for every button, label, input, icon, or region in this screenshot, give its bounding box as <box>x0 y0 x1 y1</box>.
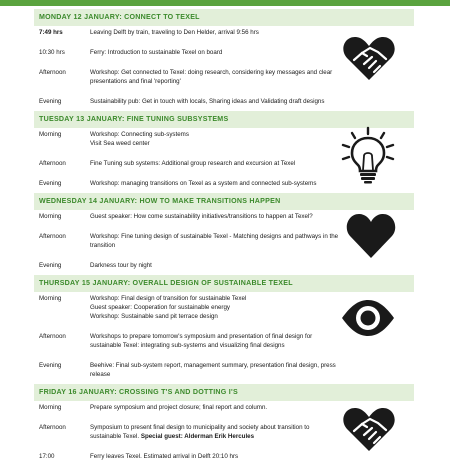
row-desc-line: Workshop: Connecting sub-systems <box>90 131 189 138</box>
day-body-monday <box>34 26 414 108</box>
row-time: Evening <box>39 98 62 105</box>
special-guest: Special guest: Alderman Erik Hercules <box>140 433 255 440</box>
row-desc: Workshop: managing transitions on Texel as a system and connected sub-systems <box>90 180 317 187</box>
row-desc: Workshop: Fine tuning design of sustainable Texel - Matching designs and pathways in the transition <box>90 233 339 249</box>
row-time: Evening <box>39 262 62 269</box>
row-time: Morning <box>39 404 62 411</box>
row-desc-line: Workshop: Final design of transition for sustainable Texel <box>90 295 247 302</box>
row-time: Afternoon <box>39 424 66 431</box>
row-time: Morning <box>39 131 62 138</box>
lightbulb-icon <box>340 126 396 184</box>
handshake-heart-icon <box>342 405 396 453</box>
row-desc <box>90 130 342 148</box>
row-time: Afternoon <box>39 160 66 167</box>
row-time: Afternoon <box>39 69 66 76</box>
day-header-friday: FRIDAY 16 JANUARY: CROSSING T'S AND DOTTING I'S <box>34 384 414 401</box>
row-time: Evening <box>39 180 62 187</box>
row-desc: Ferry leaves Texel. Estimated arrival in Delft 20:10 hrs <box>90 453 239 460</box>
day-header-thursday: THURSDAY 15 JANUARY: OVERALL DESIGN OF SUSTAINABLE TEXEL <box>34 275 414 292</box>
row-time: Morning <box>39 213 62 220</box>
row-desc: Sustainability pub: Get in touch with locals, Sharing ideas and Validating draft designs <box>90 98 325 105</box>
row-time: 7:49 hrs <box>39 29 63 36</box>
row-time: 17:00 <box>39 453 55 460</box>
day-header-wednesday: WEDNESDAY 14 JANUARY: HOW TO MAKE TRANSITIONS HAPPEN <box>34 193 414 210</box>
row-desc: Leaving Delft by train, traveling to Den Helder, arrival 9:56 hrs <box>90 29 259 36</box>
schedule-row <box>34 259 414 272</box>
row-time: Afternoon <box>39 233 66 240</box>
day-body-tuesday <box>34 128 414 190</box>
row-desc: Guest speaker: How come sustainability initiatives/transitions to happen at Texel? <box>90 213 313 220</box>
row-desc: Prepare symposium and project closure; final report and column. <box>90 404 268 411</box>
day-body-friday <box>34 401 414 463</box>
row-desc: Workshops to prepare tomorrow's symposium and presentation of final design for sustainable Texel: integrating sub-systems and visualizing final designs <box>90 333 313 349</box>
row-desc-line: Visit Sea weed center <box>90 140 150 147</box>
heart-icon <box>346 213 396 259</box>
day-header-monday: MONDAY 12 JANUARY: CONNECT TO TEXEL <box>34 9 414 26</box>
schedule-row <box>34 95 414 108</box>
row-time: Afternoon <box>39 333 66 340</box>
schedule <box>34 6 414 463</box>
row-desc-line: Guest speaker: Cooperation for sustainable energy <box>90 304 230 311</box>
row-desc: Workshop: Get connected to Texel: doing research, considering key messages and clear presentations and final 'reporting' <box>90 69 333 85</box>
row-desc: Darkness tour by night <box>90 262 152 269</box>
handshake-heart-icon <box>342 34 396 82</box>
row-desc: Fine Tuning sub systems: Additional group research and excursion at Texel <box>90 160 296 167</box>
day-header-tuesday: TUESDAY 13 JANUARY: FINE TUNING SUBSYSTEMS <box>34 111 414 128</box>
row-desc <box>90 423 342 441</box>
schedule-row <box>34 359 414 381</box>
row-desc: Beehive: Final sub-system report, management summary, presentation final design, press release <box>90 362 336 378</box>
day-body-wednesday <box>34 210 414 272</box>
row-desc: Ferry: Introduction to sustainable Texel on board <box>90 49 223 56</box>
row-desc-line: Workshop: Sustainable sand pit terrace design <box>90 313 218 320</box>
row-time: Morning <box>39 295 62 302</box>
row-desc-text: Symposium to present final design to municipality and society about transition to sustainable Texel. <box>90 424 310 440</box>
row-time: Evening <box>39 362 62 369</box>
eye-icon <box>340 298 396 338</box>
day-body-thursday <box>34 292 414 381</box>
row-desc <box>90 294 342 321</box>
row-time: 10:30 hrs <box>39 49 65 56</box>
